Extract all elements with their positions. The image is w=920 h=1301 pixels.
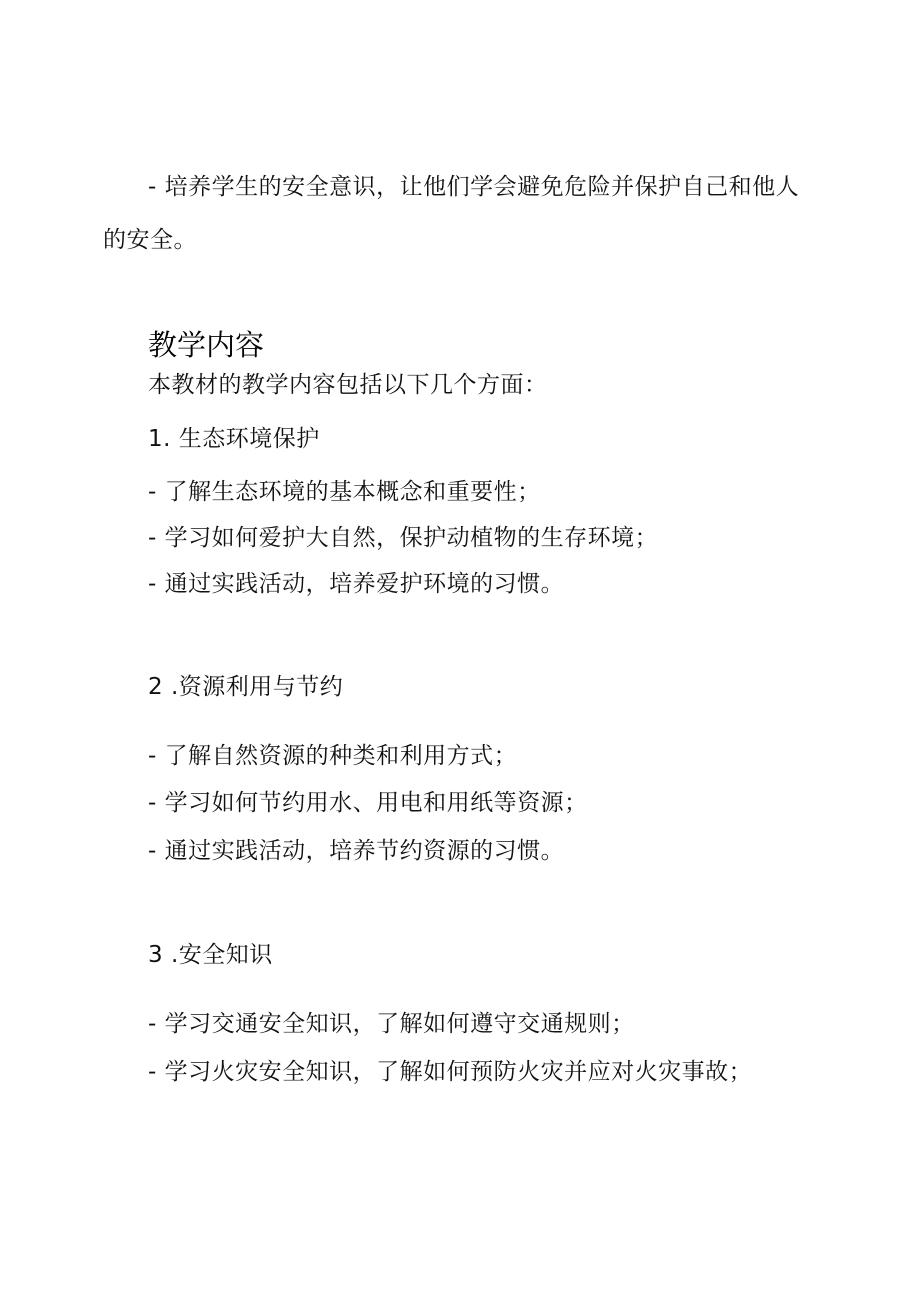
topic-3-heading: 3 .安全知识 bbox=[148, 942, 273, 968]
topic-2-item: - 学习如何节约用水、用电和用纸等资源； bbox=[148, 790, 588, 816]
topic-3-item: - 学习火灾安全知识，了解如何预防火灾并应对火灾事故； bbox=[148, 1059, 753, 1085]
section-intro: 本教材的教学内容包括以下几个方面： bbox=[148, 372, 548, 398]
topic-2-item: - 了解自然资源的种类和利用方式； bbox=[148, 743, 518, 769]
topic-1-item: - 通过实践活动，培养爱护环境的习惯。 bbox=[148, 571, 565, 597]
section-title: 教学内容 bbox=[148, 328, 265, 362]
topic-1-heading: 1. 生态环境保护 bbox=[148, 426, 320, 452]
topic-2-item: - 通过实践活动，培养节约资源的习惯。 bbox=[148, 838, 565, 864]
intro-line-1: - 培养学生的安全意识，让他们学会避免危险并保护自己和他人 bbox=[148, 174, 800, 200]
topic-3-item: - 学习交通安全知识，了解如何遵守交通规则； bbox=[148, 1011, 635, 1037]
topic-1-item: - 学习如何爱护大自然，保护动植物的生存环境； bbox=[148, 525, 659, 551]
intro-line-2: 的安全。 bbox=[103, 227, 197, 253]
topic-1-item: - 了解生态环境的基本概念和重要性； bbox=[148, 479, 541, 505]
topic-2-heading: 2 .资源利用与节约 bbox=[148, 674, 344, 700]
